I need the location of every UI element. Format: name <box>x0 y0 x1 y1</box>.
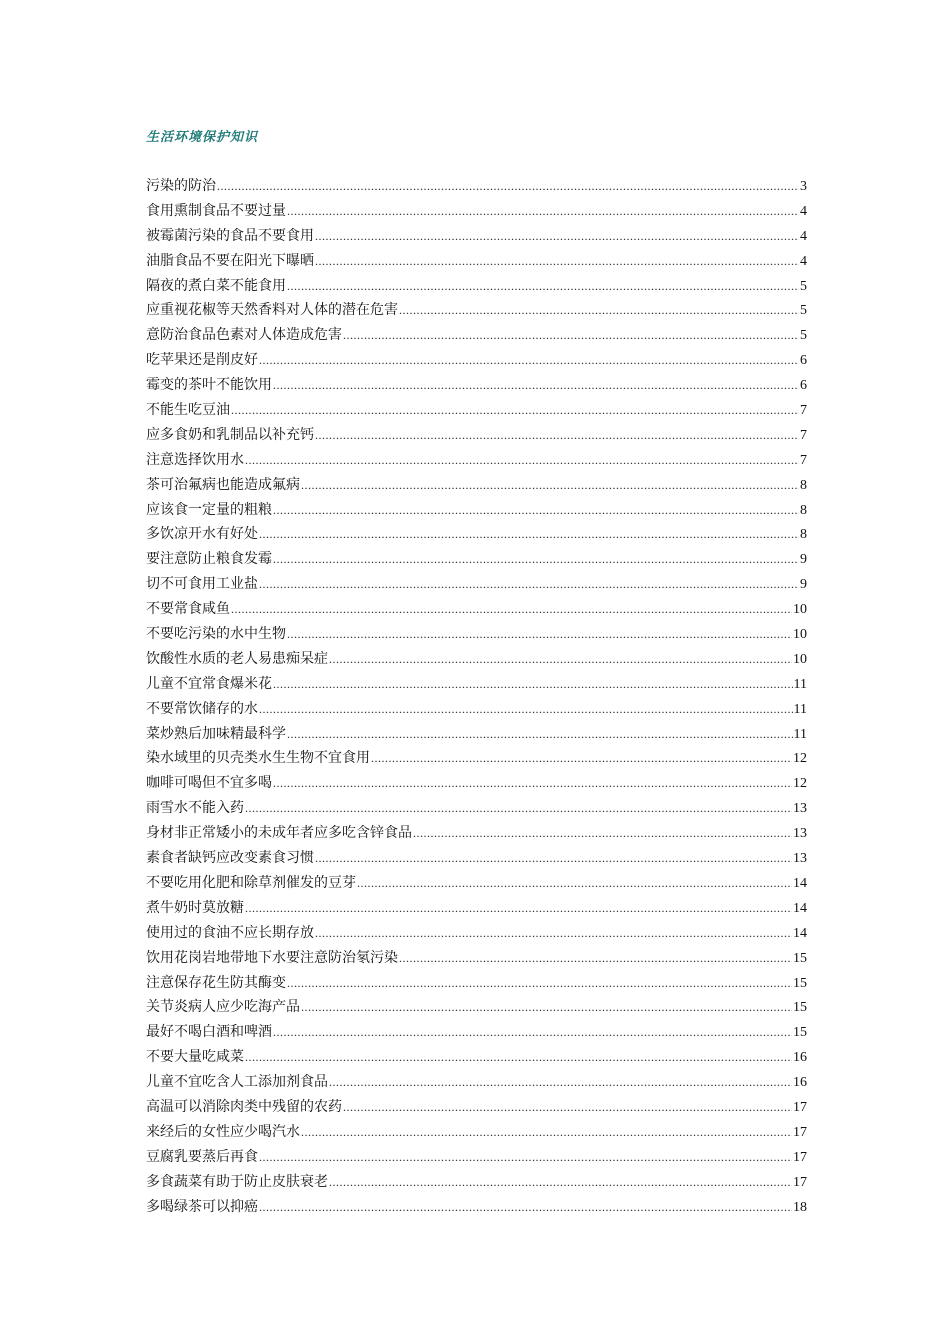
toc-entry-page-number[interactable]: 10 <box>793 602 807 618</box>
toc-entry-page-number[interactable]: 13 <box>793 851 807 867</box>
toc-entry[interactable] <box>146 1095 807 1120</box>
table-of-contents <box>146 174 807 1219</box>
toc-entry[interactable] <box>146 373 807 398</box>
toc-entry-title[interactable]: 来经后的女性应少喝汽水 <box>146 1123 300 1140</box>
toc-entry-page-number[interactable]: 13 <box>793 801 807 817</box>
toc-entry[interactable] <box>146 1020 807 1045</box>
toc-entry-title[interactable]: 应重视花椒等天然香料对人体的潜在危害 <box>146 302 398 319</box>
toc-entry-page-number[interactable]: 6 <box>800 353 807 369</box>
toc-dot-leader <box>315 224 799 249</box>
toc-entry-title[interactable]: 不要常饮储存的水 <box>146 700 258 717</box>
toc-entry[interactable] <box>146 622 807 647</box>
toc-entry-page-number[interactable]: 14 <box>793 875 807 891</box>
toc-entry-page-number[interactable]: 15 <box>793 1000 807 1016</box>
toc-entry-title[interactable]: 吃苹果还是削皮好 <box>146 352 258 369</box>
toc-dot-leader <box>315 249 799 274</box>
toc-entry-page-number[interactable]: 5 <box>800 328 807 344</box>
toc-dot-leader <box>343 323 799 348</box>
toc-entry-page-number[interactable]: 10 <box>793 627 807 643</box>
toc-dot-leader <box>259 348 799 373</box>
toc-dot-leader <box>329 1070 792 1095</box>
toc-entry-title[interactable]: 不要吃污染的水中生物 <box>146 626 286 643</box>
toc-entry-title[interactable]: 不能生吃豆油 <box>146 402 230 419</box>
toc-entry-title[interactable]: 多喝绿茶可以抑癌 <box>146 1198 258 1215</box>
toc-entry[interactable] <box>146 921 807 946</box>
toc-entry-page-number[interactable]: 4 <box>800 228 807 244</box>
toc-entry-title[interactable]: 被霉菌污染的食品不要食用 <box>146 227 314 244</box>
toc-entry-page-number[interactable]: 15 <box>793 1025 807 1041</box>
toc-dot-leader <box>301 1120 792 1145</box>
toc-entry-title[interactable]: 关节炎病人应少吃海产品 <box>146 999 300 1016</box>
toc-entry-page-number[interactable]: 17 <box>793 1124 807 1140</box>
toc-entry[interactable] <box>146 522 807 547</box>
toc-entry-title[interactable]: 茶可治氟病也能造成氟病 <box>146 476 300 493</box>
toc-entry[interactable] <box>146 1120 807 1145</box>
toc-entry-page-number[interactable]: 15 <box>793 975 807 991</box>
toc-entry-page-number[interactable]: 7 <box>800 403 807 419</box>
toc-entry[interactable] <box>146 771 807 796</box>
toc-entry[interactable] <box>146 199 807 224</box>
toc-entry-title[interactable]: 注意选择饮用水 <box>146 451 244 468</box>
toc-entry-title[interactable]: 不要常食咸鱼 <box>146 601 230 618</box>
toc-entry[interactable] <box>146 498 807 523</box>
toc-dot-leader <box>287 722 793 747</box>
toc-dot-leader <box>245 896 792 921</box>
toc-entry[interactable] <box>146 298 807 323</box>
toc-dot-leader <box>259 572 799 597</box>
toc-dot-leader <box>245 448 799 473</box>
toc-entry[interactable] <box>146 274 807 299</box>
toc-dot-leader <box>287 274 799 299</box>
toc-entry[interactable] <box>146 971 807 996</box>
toc-dot-leader <box>329 1170 792 1195</box>
toc-entry[interactable] <box>146 647 807 672</box>
toc-entry-page-number[interactable]: 5 <box>800 278 807 294</box>
toc-dot-leader <box>273 672 793 697</box>
toc-dot-leader <box>231 597 792 622</box>
toc-entry-page-number[interactable]: 14 <box>793 925 807 941</box>
toc-entry-page-number[interactable]: 8 <box>800 527 807 543</box>
toc-dot-leader <box>301 473 799 498</box>
toc-entry[interactable] <box>146 323 807 348</box>
toc-entry-title[interactable]: 煮牛奶时莫放糖 <box>146 899 244 916</box>
toc-entry-title[interactable]: 多食蔬菜有助于防止皮肤衰老 <box>146 1173 328 1190</box>
toc-dot-leader <box>259 697 793 722</box>
toc-entry-title[interactable]: 意防治食品色素对人体造成危害 <box>146 327 342 344</box>
toc-dot-leader <box>259 1195 792 1220</box>
toc-entry-page-number[interactable]: 4 <box>800 203 807 219</box>
toc-entry-page-number[interactable]: 3 <box>800 179 807 194</box>
toc-entry-title[interactable]: 身材非正常矮小的未成年者应多吃含锌食品 <box>146 825 412 842</box>
toc-dot-leader <box>301 995 792 1020</box>
toc-dot-leader <box>287 199 799 224</box>
toc-entry-title[interactable]: 多饮凉开水有好处 <box>146 526 258 543</box>
toc-entry[interactable] <box>146 697 807 722</box>
toc-entry-title[interactable]: 使用过的食油不应长期存放 <box>146 924 314 941</box>
toc-entry[interactable] <box>146 821 807 846</box>
toc-entry-page-number[interactable]: 8 <box>800 477 807 493</box>
toc-dot-leader <box>259 522 799 547</box>
toc-dot-leader <box>231 398 799 423</box>
toc-entry-title[interactable]: 咖啡可喝但不宜多喝 <box>146 775 272 792</box>
toc-entry[interactable] <box>146 946 807 971</box>
toc-entry-page-number[interactable]: 15 <box>793 950 807 966</box>
toc-entry[interactable] <box>146 473 807 498</box>
toc-entry[interactable] <box>146 746 807 771</box>
toc-dot-leader <box>217 174 799 199</box>
toc-entry-title[interactable]: 切不可食用工业盐 <box>146 576 258 593</box>
toc-dot-leader <box>287 971 792 996</box>
toc-entry-page-number[interactable]: 6 <box>800 378 807 394</box>
toc-dot-leader <box>329 647 792 672</box>
toc-entry[interactable] <box>146 896 807 921</box>
toc-entry-title[interactable]: 不要大量吃咸菜 <box>146 1049 244 1066</box>
toc-entry[interactable] <box>146 1145 807 1170</box>
toc-entry[interactable] <box>146 423 807 448</box>
toc-entry-title[interactable]: 应多食奶和乳制品以补充钙 <box>146 426 314 443</box>
toc-entry-title[interactable]: 食用熏制食品不要过量 <box>146 202 286 219</box>
toc-entry[interactable] <box>146 398 807 423</box>
toc-entry-page-number[interactable]: 4 <box>800 253 807 269</box>
toc-entry-page-number[interactable]: 11 <box>793 701 807 717</box>
toc-entry[interactable] <box>146 572 807 597</box>
toc-entry[interactable] <box>146 1045 807 1070</box>
toc-entry-page-number[interactable]: 17 <box>793 1099 807 1115</box>
toc-dot-leader <box>413 821 792 846</box>
toc-dot-leader <box>273 498 799 523</box>
toc-entry-page-number[interactable]: 8 <box>800 502 807 518</box>
toc-entry-title[interactable]: 豆腐乳要蒸后再食 <box>146 1148 258 1165</box>
toc-entry[interactable] <box>146 1170 807 1195</box>
toc-entry-page-number[interactable]: 16 <box>793 1050 807 1066</box>
toc-entry-page-number[interactable]: 17 <box>793 1149 807 1165</box>
toc-entry-page-number[interactable]: 7 <box>800 427 807 443</box>
toc-entry[interactable] <box>146 174 807 199</box>
toc-entry-page-number[interactable]: 16 <box>793 1075 807 1091</box>
toc-entry-page-number[interactable]: 10 <box>793 651 807 667</box>
toc-entry-title[interactable]: 素食者缺钙应改变素食习惯 <box>146 850 314 867</box>
toc-dot-leader <box>273 373 799 398</box>
toc-entry[interactable] <box>146 597 807 622</box>
toc-dot-leader <box>315 921 792 946</box>
toc-entry-title[interactable]: 应该食一定量的粗粮 <box>146 501 272 518</box>
toc-entry[interactable] <box>146 722 807 747</box>
toc-entry-title[interactable]: 不要吃用化肥和除草剂催发的豆芽 <box>146 874 356 891</box>
toc-entry[interactable] <box>146 224 807 249</box>
toc-entry-page-number[interactable]: 12 <box>793 751 807 767</box>
toc-dot-leader <box>315 846 792 871</box>
toc-entry[interactable] <box>146 672 807 697</box>
toc-entry-title[interactable]: 高温可以消除肉类中残留的农药 <box>146 1098 342 1115</box>
toc-entry-page-number[interactable]: 5 <box>800 303 807 319</box>
toc-entry[interactable] <box>146 547 807 572</box>
toc-dot-leader <box>245 1045 792 1070</box>
toc-dot-leader <box>399 298 799 323</box>
toc-entry-title[interactable]: 注意保存花生防其酶变 <box>146 974 286 991</box>
toc-entry-title[interactable]: 要注意防止粮食发霉 <box>146 551 272 568</box>
toc-entry[interactable] <box>146 995 807 1020</box>
toc-dot-leader <box>357 871 792 896</box>
toc-entry-page-number[interactable]: 11 <box>793 726 807 742</box>
toc-entry[interactable] <box>146 249 807 274</box>
toc-entry-page-number[interactable]: 14 <box>793 900 807 916</box>
toc-entry[interactable] <box>146 348 807 373</box>
toc-entry-page-number[interactable]: 17 <box>793 1174 807 1190</box>
toc-entry-title[interactable]: 儿童不宜常食爆米花 <box>146 675 272 692</box>
toc-entry-title[interactable]: 饮酸性水质的老人易患痴呆症 <box>146 650 328 667</box>
toc-entry-title[interactable]: 儿童不宜吃含人工添加剂食品 <box>146 1074 328 1091</box>
toc-dot-leader <box>315 423 799 448</box>
toc-entry-title[interactable]: 污染的防治 <box>146 178 216 194</box>
toc-entry-page-number[interactable]: 18 <box>793 1199 807 1215</box>
toc-dot-leader <box>399 946 792 971</box>
toc-dot-leader <box>259 1145 792 1170</box>
toc-entry[interactable] <box>146 1070 807 1095</box>
toc-entry-page-number[interactable]: 9 <box>800 577 807 593</box>
toc-entry-title[interactable]: 菜炒熟后加味精最科学 <box>146 725 286 742</box>
toc-dot-leader <box>245 796 792 821</box>
toc-entry-page-number[interactable]: 9 <box>800 552 807 568</box>
toc-entry-page-number[interactable]: 11 <box>793 676 807 692</box>
toc-entry[interactable] <box>146 846 807 871</box>
toc-dot-leader <box>371 746 792 771</box>
toc-entry[interactable] <box>146 871 807 896</box>
toc-entry-title[interactable]: 雨雪水不能入药 <box>146 800 244 817</box>
toc-entry[interactable] <box>146 796 807 821</box>
toc-dot-leader <box>273 1020 792 1045</box>
toc-dot-leader <box>273 547 799 572</box>
toc-entry-page-number[interactable]: 7 <box>800 452 807 468</box>
toc-entry-title[interactable]: 染水域里的贝壳类水生生物不宜食用 <box>146 750 370 767</box>
toc-dot-leader <box>343 1095 792 1120</box>
toc-entry-page-number[interactable]: 13 <box>793 826 807 842</box>
toc-entry-title[interactable]: 霉变的茶叶不能饮用 <box>146 377 272 394</box>
toc-entry[interactable] <box>146 448 807 473</box>
toc-entry-title[interactable]: 隔夜的煮白菜不能食用 <box>146 277 286 294</box>
toc-entry[interactable] <box>146 1195 807 1220</box>
toc-entry-title[interactable]: 饮用花岗岩地带地下水要注意防治氡污染 <box>146 949 398 966</box>
toc-entry-page-number[interactable]: 12 <box>793 776 807 792</box>
toc-dot-leader <box>273 771 792 796</box>
toc-entry-title[interactable]: 油脂食品不要在阳光下曝晒 <box>146 252 314 269</box>
document-title: 生活环境保护知识 <box>146 130 259 145</box>
toc-dot-leader <box>287 622 792 647</box>
toc-entry-title[interactable]: 最好不喝白酒和啤酒 <box>146 1024 272 1041</box>
